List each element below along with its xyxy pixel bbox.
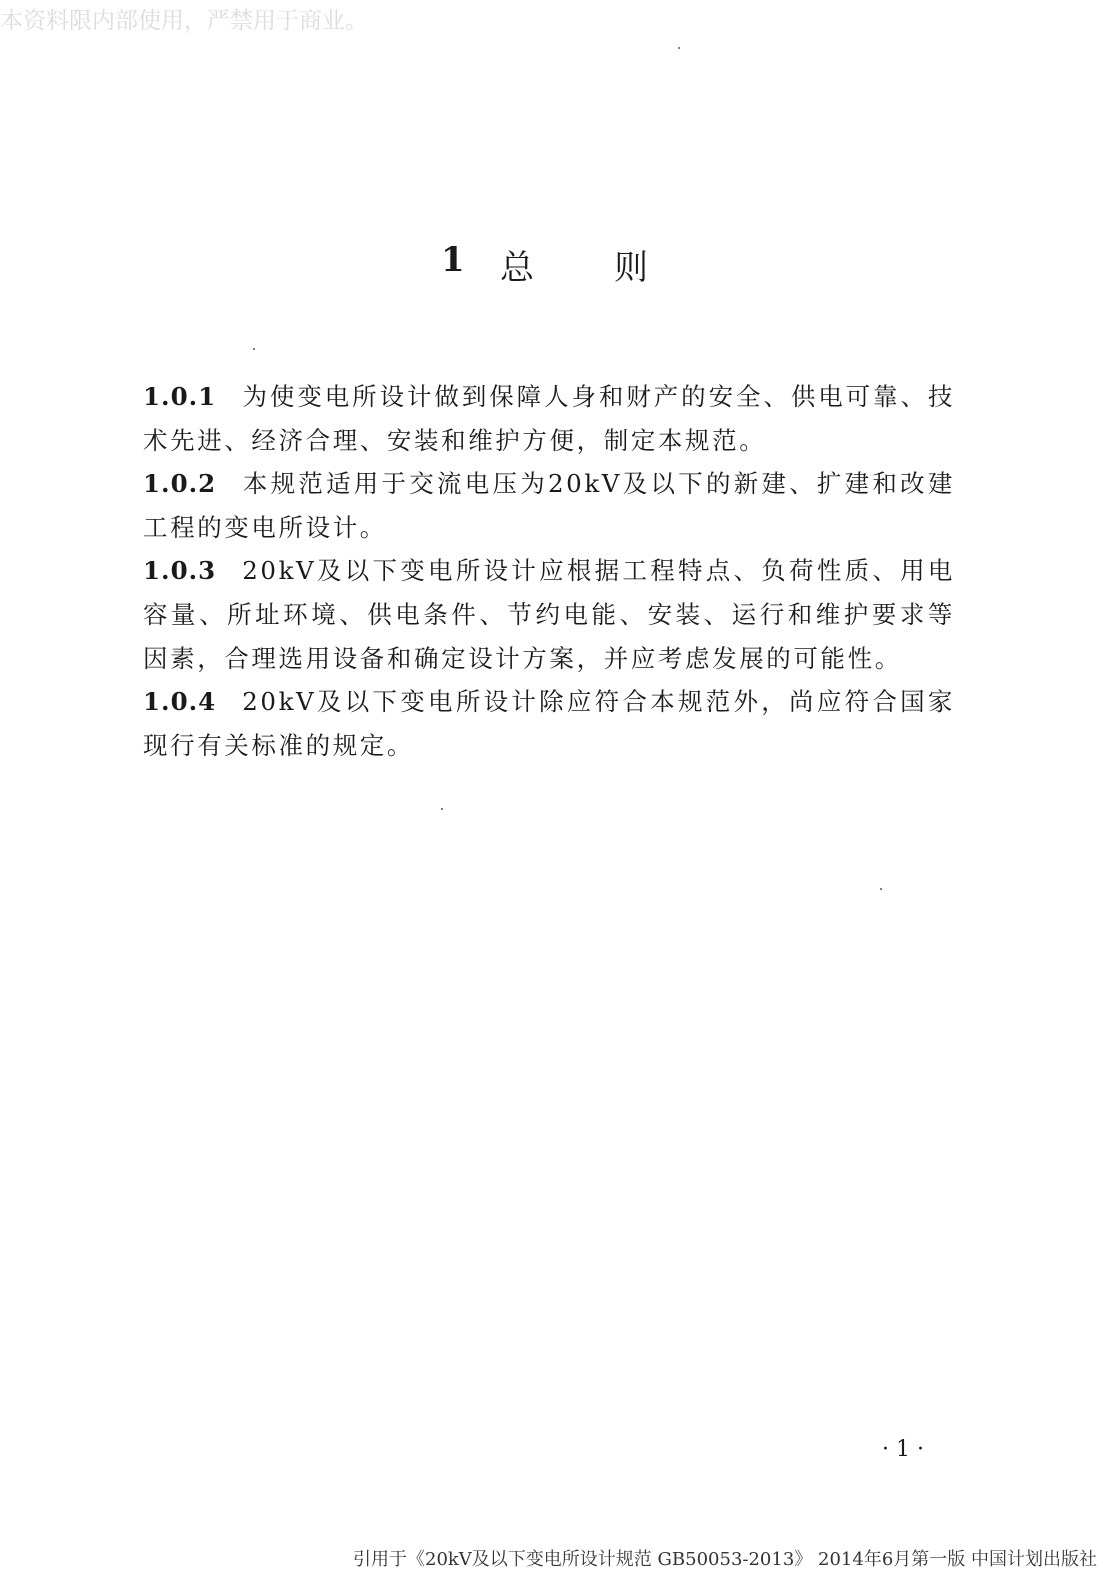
clause-number: 1.0.4 (143, 687, 217, 717)
clause-1-0-2 (143, 462, 955, 549)
chapter-number: 1 (441, 240, 465, 280)
clause-text: 为使变电所设计做到保障人身和财产的安全、供电可靠、技术先进、经济合理、安装和维护方便，制定本规范。 (143, 382, 955, 455)
clause-number: 1.0.1 (143, 382, 217, 411)
scan-speck (441, 808, 443, 810)
footer-citation: 引用于《20kV及以下变电所设计规范 GB50053-2013》 2014年6月第一版 中国计划出版社 (353, 1549, 1097, 1570)
chapter-title-part-2: 则 (614, 248, 648, 288)
clause-1-0-3 (143, 549, 955, 680)
clause-1-0-4 (143, 680, 955, 767)
scan-speck (253, 348, 255, 350)
clause-number: 1.0.2 (143, 469, 217, 499)
chapter-title-part-1: 总 (500, 248, 534, 288)
scan-speck (880, 888, 882, 890)
clause-list (143, 375, 955, 767)
clause-1-0-1 (143, 375, 955, 462)
clause-number: 1.0.3 (143, 556, 217, 586)
clause-text: 20kV及以下变电所设计应根据工程特点、负荷性质、用电容量、所址环境、供电条件、节约电能、安装、运行和维护要求等因素，合理选用设备和确定设计方案，并应考虑发展的可能性。 (143, 556, 955, 673)
scan-speck (678, 47, 680, 49)
watermark-text: 本资料限内部使用，严禁用于商业。 (0, 8, 368, 34)
clause-text: 本规范适用于交流电压为20kV及以下的新建、扩建和改建工程的变电所设计。 (143, 469, 955, 542)
clause-text: 20kV及以下变电所设计除应符合本规范外，尚应符合国家现行有关标准的规定。 (143, 687, 955, 760)
page-number: · 1 · (882, 1437, 924, 1462)
